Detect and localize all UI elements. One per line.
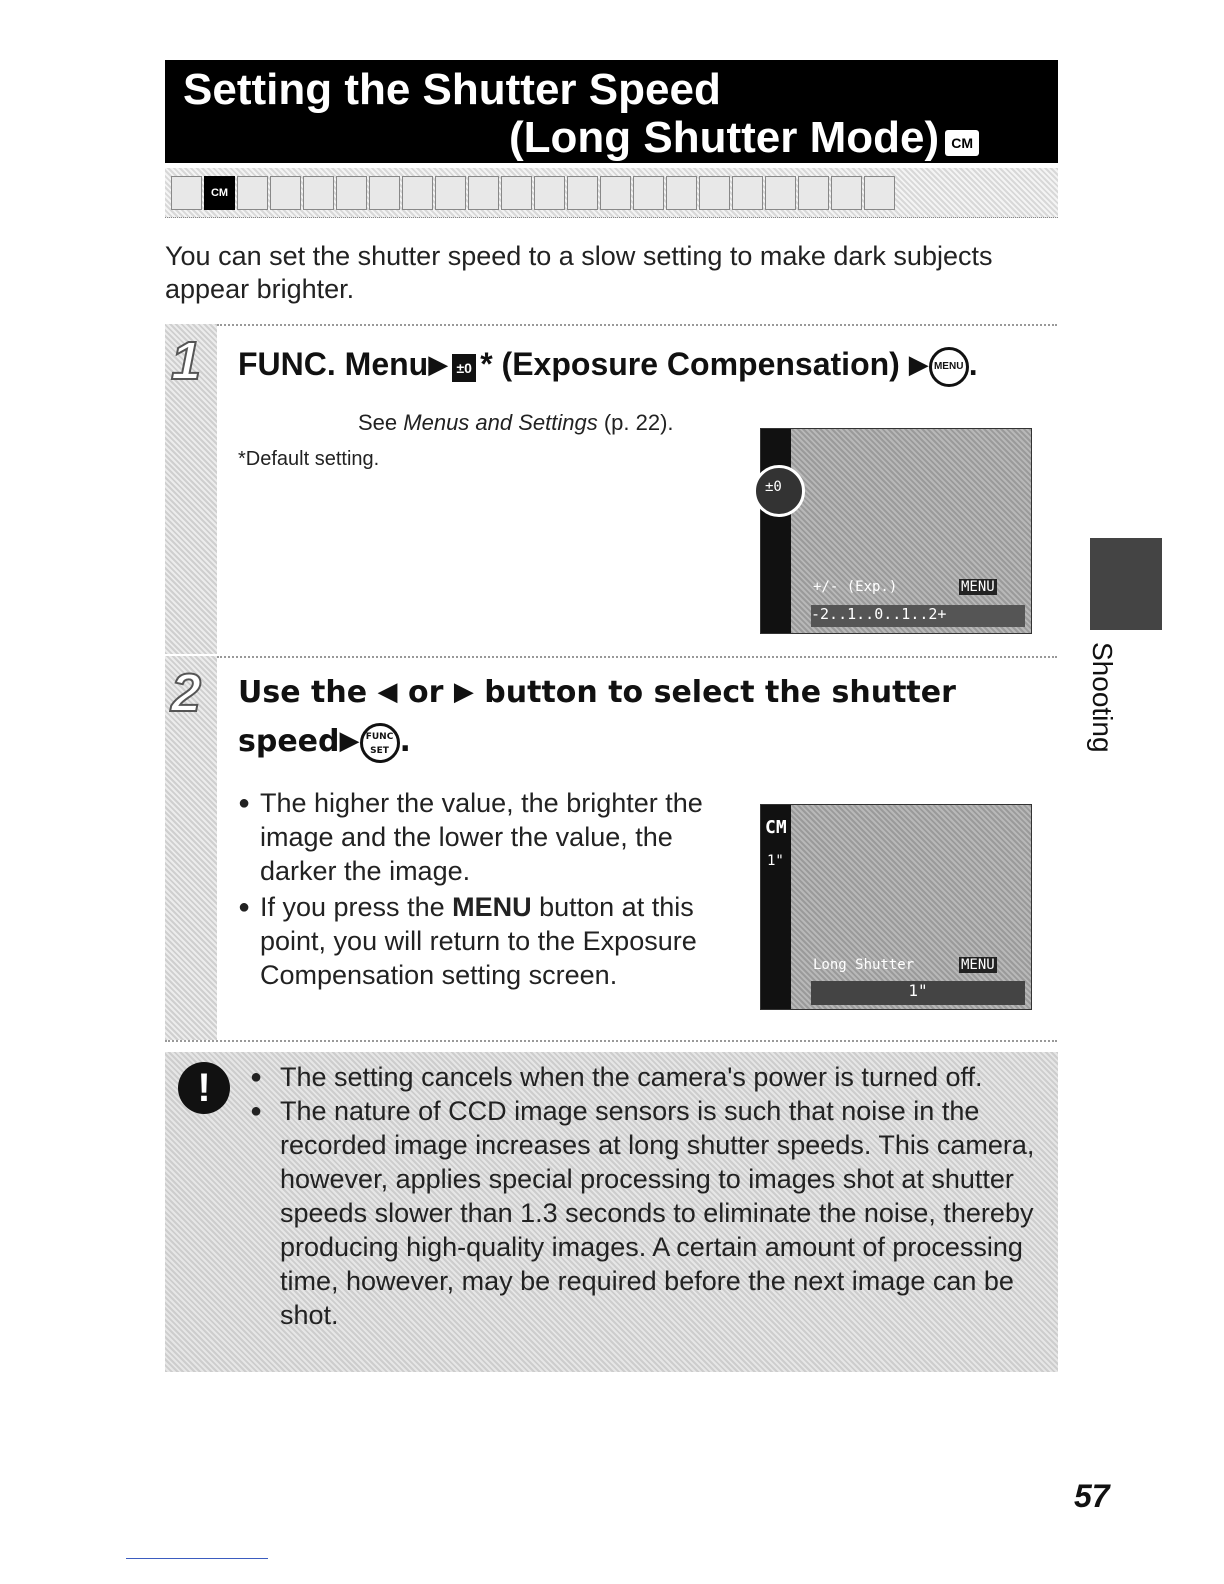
lcd-exp-label: +/- (Exp.) bbox=[813, 579, 898, 595]
lcd-display-area bbox=[791, 805, 1031, 1009]
page-number: 57 bbox=[1074, 1478, 1110, 1514]
mode-fireworks-icon bbox=[666, 176, 697, 210]
step-2-heading-or: or bbox=[407, 675, 444, 710]
lcd-selected-value: ±0 bbox=[765, 479, 782, 495]
see-link-title: Menus and Settings bbox=[403, 410, 598, 435]
see-suffix: (p. 22). bbox=[597, 410, 674, 435]
step-1-heading-part1: FUNC. Menu bbox=[238, 346, 429, 382]
caution-icon: ! bbox=[178, 1062, 230, 1114]
lcd-screen-exposure bbox=[760, 428, 1032, 634]
lcd-screen-long-shutter bbox=[760, 804, 1032, 1010]
mode-portrait-icon bbox=[369, 176, 400, 210]
step-2-heading-part1: Use the bbox=[238, 675, 368, 710]
mode-iso-icon bbox=[765, 176, 796, 210]
chapter-tab-marker bbox=[1090, 538, 1162, 630]
mode-tv-icon bbox=[303, 176, 334, 210]
lcd-exposure-scale: -2..1..0..1..2+ bbox=[811, 605, 1025, 627]
step-2-bullet-1: ● The higher the value, the brighter the image and the lower the value, the darker the image. bbox=[240, 786, 730, 888]
footer-line bbox=[126, 1558, 268, 1559]
title-line-1: Setting the Shutter Speed bbox=[183, 65, 721, 114]
lcd-shutter-value: 1" bbox=[811, 981, 1025, 1005]
mode-av-icon bbox=[270, 176, 301, 210]
mode-m-icon bbox=[237, 176, 268, 210]
title-line-2 bbox=[509, 114, 979, 162]
see-prefix: See bbox=[358, 410, 404, 435]
mode-sunset-icon bbox=[534, 176, 565, 210]
play-arrow-icon: ▶ bbox=[908, 349, 929, 379]
mode-p-icon bbox=[336, 176, 367, 210]
step-1-see-reference bbox=[358, 410, 674, 436]
step-2-top-divider bbox=[217, 656, 1057, 658]
step-1-bar bbox=[165, 324, 217, 654]
chapter-tab-label: Shooting bbox=[1087, 642, 1118, 753]
page-title bbox=[165, 60, 1058, 163]
exposure-compensation-icon: ±0 bbox=[452, 354, 476, 382]
mode-night-icon bbox=[435, 176, 466, 210]
lcd-value-top: 1" bbox=[767, 853, 784, 869]
menu-button-icon: MENU bbox=[929, 347, 969, 387]
step-2-heading-part2: button to select the shutter bbox=[484, 675, 956, 710]
lcd-menu-label: MENU bbox=[961, 957, 995, 973]
caution-item-2: ● The nature of CCD image sensors is such that noise in the recorded image increases at long shutter speeds. This camera, however, applies special processing to images shot at shutter speeds slower than 1.3 seconds to eliminate the noise, thereby producing high-quality images. A certain amount of processing time, however, may be required before the next image can be shot. bbox=[252, 1094, 1048, 1332]
mode-auto-icon bbox=[171, 176, 202, 210]
mode-foliage-icon bbox=[567, 176, 598, 210]
step-1-top-divider bbox=[217, 324, 1057, 326]
step-2-heading-line2: speed bbox=[238, 724, 340, 759]
mode-indoor-icon bbox=[501, 176, 532, 210]
mode-aquarium-icon bbox=[699, 176, 730, 210]
mode-beach-icon bbox=[633, 176, 664, 210]
step-1-number: 1 bbox=[171, 331, 202, 391]
mode-snow-icon bbox=[600, 176, 631, 210]
mode-kids-icon bbox=[468, 176, 499, 210]
right-arrow-icon: ▶ bbox=[453, 677, 474, 707]
step-1-heading-part2: * (Exposure Compensation) bbox=[480, 346, 900, 382]
camera-mode-icon: CM bbox=[945, 130, 979, 156]
play-arrow-icon: ▶ bbox=[339, 726, 360, 756]
mode-cm-icon: CM bbox=[204, 176, 235, 210]
left-arrow-icon: ◀ bbox=[377, 677, 398, 707]
lcd-long-shutter-label: Long Shutter bbox=[813, 957, 915, 973]
shooting-mode-strip bbox=[165, 168, 1058, 218]
step-2-bullet-2 bbox=[240, 890, 730, 992]
step-2-heading: Use the ◀ or ▶ button to select the shutter speed▶ FUNC SET . bbox=[238, 668, 1058, 766]
step-2-number: 2 bbox=[171, 663, 202, 723]
bullet-2-prefix: If you press the bbox=[260, 892, 453, 922]
caution-list bbox=[252, 1060, 1048, 1332]
lcd-side-icons bbox=[761, 429, 791, 633]
default-setting-note: *Default setting. bbox=[238, 448, 380, 470]
play-arrow-icon: ▶ bbox=[428, 349, 449, 379]
mode-stitch-icon bbox=[831, 176, 862, 210]
lcd-menu-label: MENU bbox=[961, 579, 995, 595]
mode-underwater-icon bbox=[732, 176, 763, 210]
intro-paragraph: You can set the shutter speed to a slow setting to make dark subjects appear brighter. bbox=[165, 241, 993, 304]
mode-movie-icon bbox=[864, 176, 895, 210]
step-2-bar bbox=[165, 656, 217, 1040]
bullet-2-menu-word: MENU bbox=[452, 892, 532, 922]
mode-color-icon bbox=[798, 176, 829, 210]
title-line-2-text: (Long Shutter Mode) bbox=[509, 113, 940, 162]
bullet-2-suffix: button at this point, you will return to the Exposure Compensation setting screen. bbox=[260, 892, 697, 990]
step-1-heading: FUNC. Menu▶ ±0 * (Exposure Compensation) ▶ MENU . bbox=[238, 340, 1058, 388]
lcd-mode-label: CM bbox=[765, 817, 787, 838]
mode-landscape-icon bbox=[402, 176, 433, 210]
lcd-display-area bbox=[791, 429, 1031, 633]
func-set-button-icon: FUNC SET bbox=[360, 723, 400, 763]
step-2-bottom-divider bbox=[165, 1040, 1057, 1042]
caution-item-1: ● The setting cancels when the camera's power is turned off. bbox=[252, 1060, 1048, 1094]
step-2-bullets bbox=[240, 786, 730, 992]
